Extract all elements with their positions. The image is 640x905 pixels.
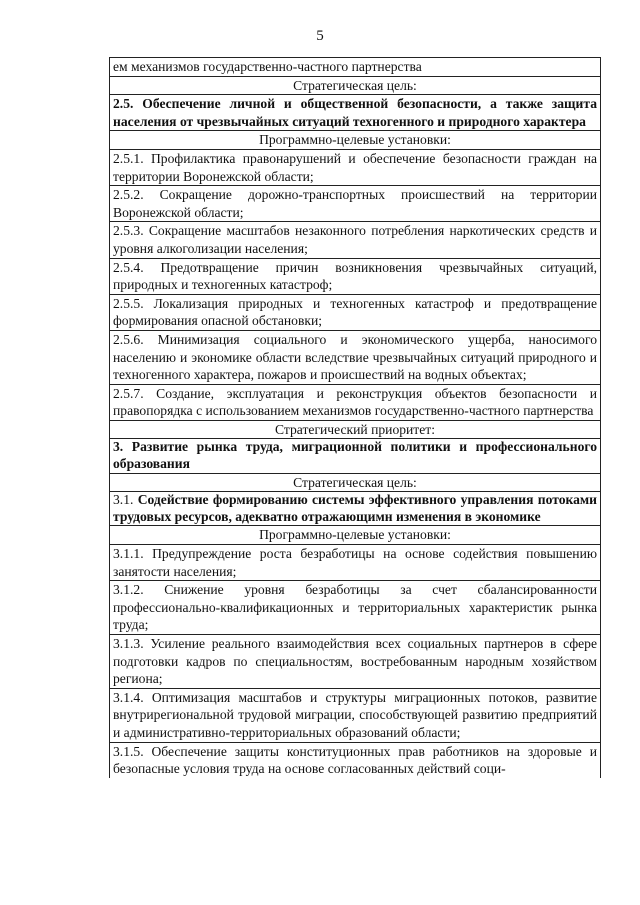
- goal-2-5-text: 2.5. Обеспечение личной и общественной безопасности, а также защита населения от чрезвычайных ситуаций техногенного и природного характера: [113, 96, 597, 129]
- target-item: 3.1.1. Предупреждение роста безработицы на основе содействия повышению занятости населения;: [113, 546, 597, 579]
- priority-header: Стратегический приоритет:: [275, 421, 435, 437]
- targets-2-5-4-row: [110, 259, 600, 295]
- target-item: 3.1.5. Обеспечение защиты конституционных прав работников на здоровые и безопасные условия труда на основе согласованных действий соци-: [113, 743, 597, 777]
- goal-3-1-number: 3.1.: [113, 492, 134, 508]
- targets-3-1-3-row: [110, 635, 600, 689]
- goal-header-row: [110, 77, 600, 96]
- target-item: 3.1.3. Усиление реального взаимодействия всех социальных партнеров в сфере подготовки кадров по специальностям, востребованным народным хозяйством региона;: [113, 636, 597, 687]
- target-item: 2.5.4. Предотвращение причин возникновения чрезвычайных ситуаций, природных и техногенных катастроф;: [113, 259, 597, 293]
- targets-3-1-5-row: [110, 743, 600, 778]
- targets-header-row-2: [110, 526, 600, 545]
- page-number: 5: [316, 28, 324, 44]
- continuation-row: [110, 58, 600, 77]
- goal-header: Стратегическая цель:: [293, 77, 417, 93]
- target-item: 2.5.3. Сокращение масштабов незаконного потребления наркотических средств и уровня алкоголизации населения;: [113, 223, 597, 256]
- target-item: 3.1.4. Оптимизация масштабов и структуры миграционных потоков, развитие внутрирегиональной трудовой миграции, способствующей развитию предприятий и административно-территориальных образований области;: [113, 689, 597, 740]
- targets-2-5-7-row: [110, 385, 600, 421]
- priority-3-row: [110, 439, 600, 473]
- target-item: 3.1.2. Снижение уровня безработицы за счет сбалансированности профессионально-квалификационных и территориальных характеристик рынка труда;: [113, 582, 597, 633]
- priority-header-row: [110, 421, 600, 440]
- targets-2-5-2-row: [110, 186, 600, 222]
- target-item: 2.5.7. Создание, эксплуатация и реконструкция объектов безопасности и правопорядка с использованием механизмов государственно-частного партнерства: [113, 385, 597, 419]
- targets-2-5-5-row: [110, 295, 600, 331]
- targets-2-5-1-row: [110, 150, 600, 186]
- priority-3-text: 3. Развитие рынка труда, миграционной политики и профессионального образования: [113, 439, 597, 472]
- continuation-text: ем механизмов государственно-частного партнерства: [113, 59, 422, 74]
- targets-3-1-2-row: [110, 581, 600, 635]
- goal-header-2: Стратегическая цель:: [293, 474, 417, 490]
- targets-2-5-6-row: [110, 331, 600, 385]
- strategy-table: [109, 57, 601, 778]
- target-item: 2.5.2. Сокращение дорожно-транспортных происшествий на территории Воронежской области;: [113, 187, 597, 220]
- targets-3-1-1-row: [110, 545, 600, 581]
- goal-3-1-row: [110, 492, 600, 526]
- goal-header-row-2: [110, 474, 600, 493]
- target-item: 2.5.1. Профилактика правонарушений и обеспечение безопасности граждан на территории Воронежской области;: [113, 150, 597, 184]
- goal-2-5-row: [110, 95, 600, 131]
- goal-3-1-text: Содействие формированию системы эффективного управления потоками трудовых ресурсов, адекватно отражающимн изменения в экономике: [113, 492, 597, 524]
- targets-header-2: Программно-целевые установки:: [259, 527, 451, 543]
- target-item: 2.5.5. Локализация природных и техногенных катастроф и предотвращение формирования опасной обстановки;: [113, 295, 597, 329]
- goal-3-1-paragraph: [113, 492, 597, 525]
- target-item: 2.5.6. Минимизация социального и экономического ущерба, наносимого населению и экономике области вследствие чрезвычайных ситуаций природного и техногенного характера, пожаров и происшествий на водных объектах;: [113, 331, 597, 383]
- targets-header: Программно-целевые установки:: [259, 132, 451, 148]
- targets-2-5-3-row: [110, 222, 600, 258]
- targets-header-row: [110, 131, 600, 150]
- targets-3-1-4-row: [110, 689, 600, 743]
